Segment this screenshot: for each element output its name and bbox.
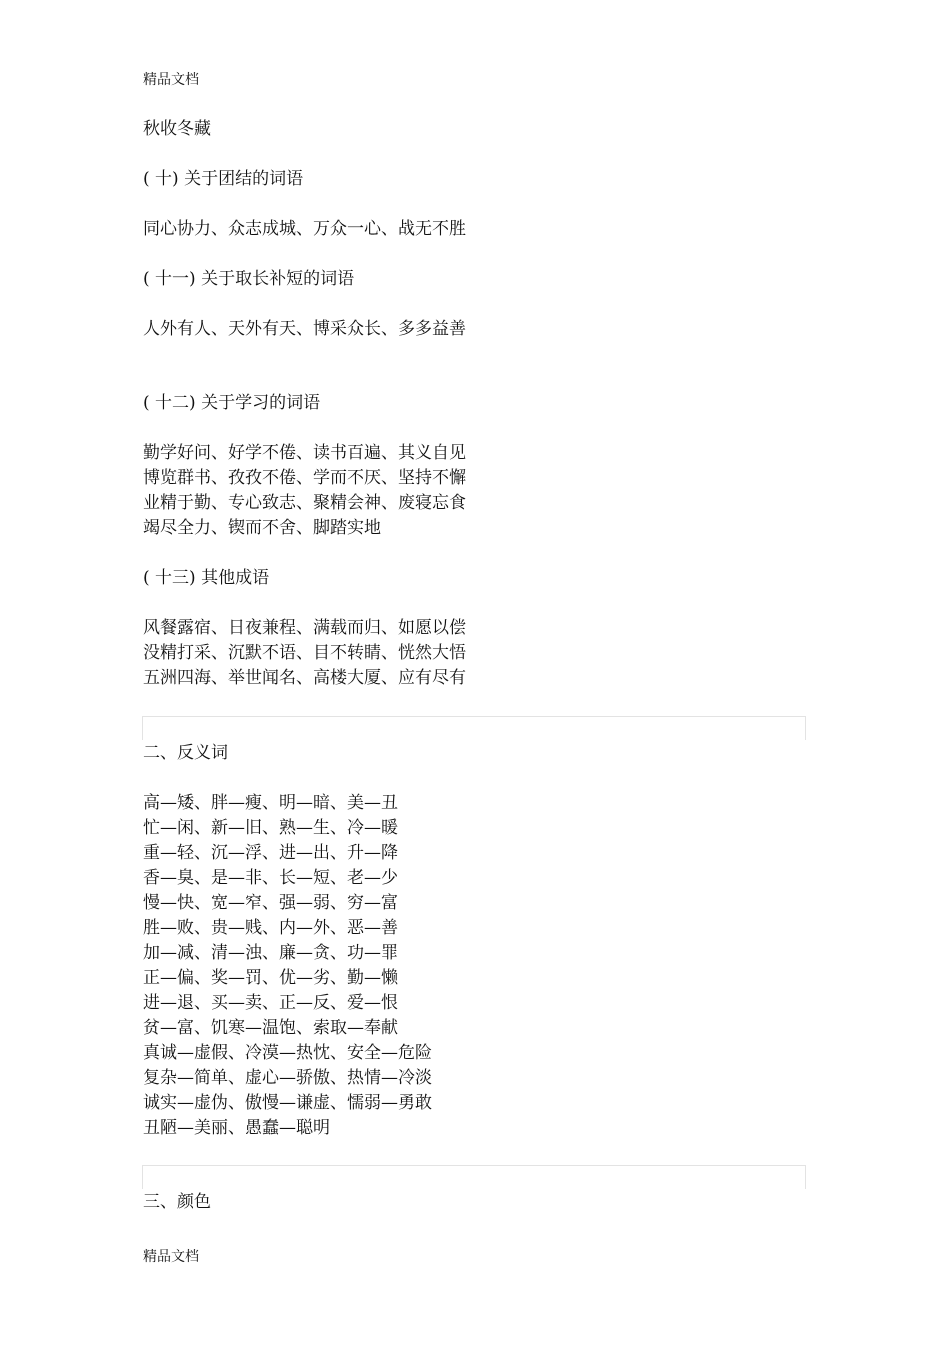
section-heading: 二、反义词 [143,743,228,763]
text-line: 人外有人、天外有天、博采众长、多多益善 [143,319,466,339]
text-line: 竭尽全力、锲而不舍、脚踏实地 [143,518,381,538]
section-heading: 三、颜色 [143,1192,211,1212]
text-line: 胜—败、贵—贱、内—外、恶—善 [143,918,398,938]
text-line: 秋收冬藏 [143,119,211,139]
text-line: 贫—富、饥寒—温饱、索取—奉献 [143,1018,398,1038]
text-line: 博览群书、孜孜不倦、学而不厌、坚持不懈 [143,468,466,488]
text-line: 加—减、清—浊、廉—贪、功—罪 [143,943,398,963]
text-line: 没精打采、沉默不语、目不转睛、恍然大悟 [143,643,466,663]
text-line: 勤学好问、好学不倦、读书百遍、其义自见 [143,443,466,463]
section-heading: ( 十一) 关于取长补短的词语 [143,269,355,289]
text-line: 风餐露宿、日夜兼程、满载而归、如愿以偿 [143,618,466,638]
text-line: 诚实—虚伪、傲慢—谦虚、懦弱—勇敢 [143,1093,432,1113]
text-line: 重—轻、沉—浮、进—出、升—降 [143,843,398,863]
text-line: 进—退、买—卖、正—反、爱—恨 [143,993,398,1013]
section-heading: ( 十) 关于团结的词语 [143,169,304,189]
text-line: 丑陋—美丽、愚蠢—聪明 [143,1118,330,1138]
text-line: 忙—闲、新—旧、熟—生、冷—暖 [143,818,398,838]
section-divider [142,716,806,740]
text-line: 慢—快、宽—窄、强—弱、穷—富 [143,893,398,913]
section-heading: ( 十三) 其他成语 [143,568,270,588]
page-header: 精品文档 [143,72,199,88]
page-footer: 精品文档 [143,1249,199,1265]
text-line: 复杂—简单、虚心—骄傲、热情—冷淡 [143,1068,432,1088]
text-line: 正—偏、奖—罚、优—劣、勤—懒 [143,968,398,988]
text-line: 业精于勤、专心致志、聚精会神、废寝忘食 [143,493,466,513]
text-line: 香—臭、是—非、长—短、老—少 [143,868,398,888]
text-line: 同心协力、众志成城、万众一心、战无不胜 [143,219,466,239]
section-heading: ( 十二) 关于学习的词语 [143,393,321,413]
text-line: 五洲四海、举世闻名、高楼大厦、应有尽有 [143,668,466,688]
text-line: 高—矮、胖—瘦、明—暗、美—丑 [143,793,398,813]
section-divider [142,1165,806,1189]
text-line: 真诚—虚假、冷漠—热忱、安全—危险 [143,1043,432,1063]
